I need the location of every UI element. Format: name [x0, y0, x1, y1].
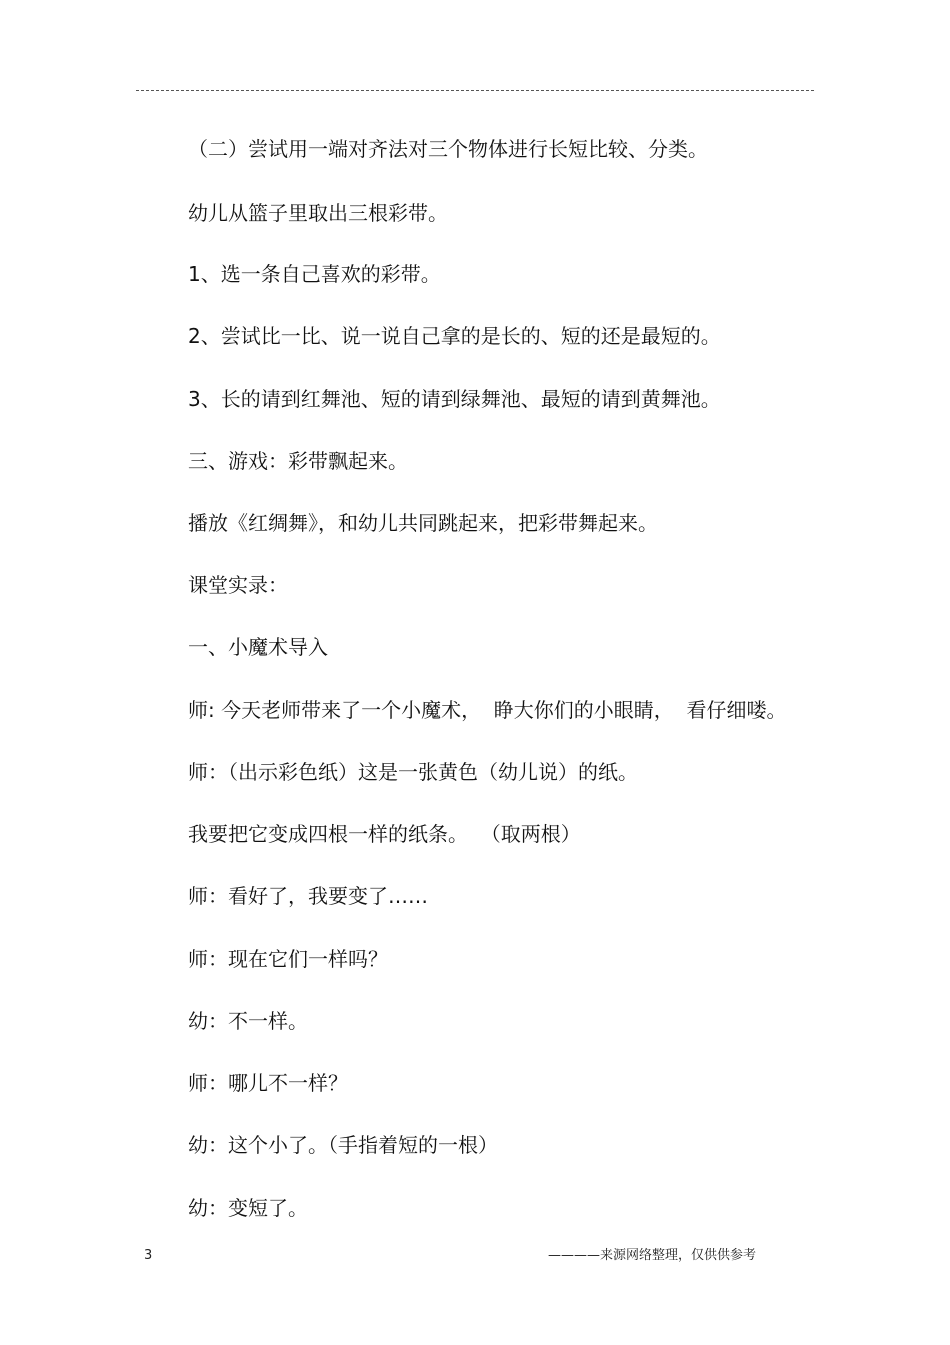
text-line: 师: 今天老师带来了一个小魔术， 睁大你们的小眼睛， 看仔细喽。 [188, 698, 787, 722]
page-number: 3 [144, 1248, 153, 1263]
text-line: 师：现在它们一样吗？ [188, 947, 388, 971]
text-line: 课堂实录： [188, 573, 288, 597]
text-line: 幼：变短了。 [188, 1196, 308, 1220]
text-line: 3、长的请到红舞池、短的请到绿舞池、最短的请到黄舞池。 [188, 387, 721, 411]
footer-source-note: ————来源网络整理，仅供供参考 [548, 1248, 757, 1263]
text-line: 三、游戏：彩带飘起来。 [188, 449, 408, 473]
text-line: 师：哪儿不一样？ [188, 1071, 348, 1095]
text-line: 1、选一条自己喜欢的彩带。 [188, 262, 441, 286]
text-line: 一、小魔术导入 [188, 635, 328, 659]
text-line: 师：（出示彩色纸）这是一张黄色（幼儿说）的纸。 [188, 760, 638, 784]
text-line: 幼：这个小了。（手指着短的一根） [188, 1133, 498, 1157]
text-line: 播放《红绸舞》，和幼儿共同跳起来，把彩带舞起来。 [188, 511, 658, 535]
text-line: 幼：不一样。 [188, 1009, 308, 1033]
text-line: 师：看好了，我要变了…… [188, 884, 428, 908]
text-line: 2、尝试比一比、说一说自己拿的是长的、短的还是最短的。 [188, 324, 721, 348]
text-line: （二）尝试用一端对齐法对三个物体进行长短比较、分类。 [188, 137, 708, 161]
text-line: 我要把它变成四根一样的纸条。 （取两根） [188, 822, 581, 846]
text-line: 幼儿从篮子里取出三根彩带。 [188, 201, 448, 225]
